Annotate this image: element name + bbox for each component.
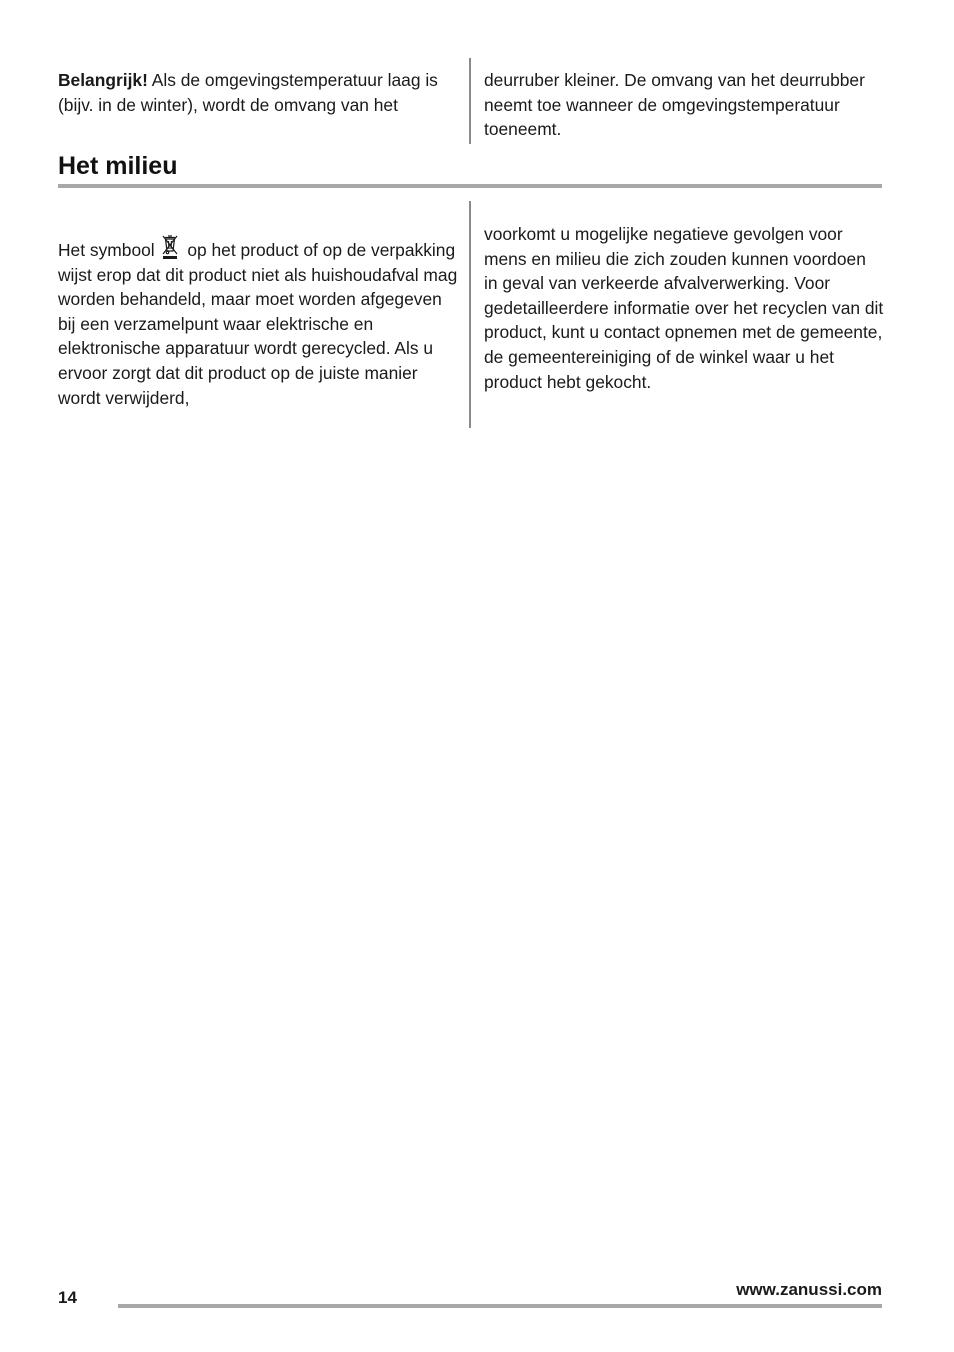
crossed-out-wheelie-bin-icon xyxy=(160,234,180,260)
page-number: 14 xyxy=(58,1288,77,1307)
section-column-1 xyxy=(58,234,458,410)
column-divider-top xyxy=(469,58,471,144)
section-paragraph-2: voorkomt u mogelijke negatieve gevolgen voor mens en milieu die zich zouden kunnen voordoen in geval van verkeerde afvalverwerking. Voor gedetailleerdere informatie over het recyclen van dit product, kunt u contact opnemen met de gemeente, de gemeentereiniging of de winkel waar u het product hebt gekocht. xyxy=(484,224,884,392)
section-column-2 xyxy=(484,222,884,394)
important-note-body-1: Als de omgevingstemperatuur laag is (bijv. in de winter), wordt de omvang van het xyxy=(58,70,438,115)
section-title: Het milieu xyxy=(58,152,178,180)
column-divider-section xyxy=(469,201,471,428)
section-paragraph-1-start: Het symbool xyxy=(58,240,160,260)
important-note-text-1 xyxy=(58,68,458,117)
important-note-column-1 xyxy=(58,68,458,117)
footer-url: www.zanussi.com xyxy=(736,1280,882,1299)
section-title-rule xyxy=(58,184,882,188)
important-label: Belangrijk! xyxy=(58,70,148,90)
footer-rule xyxy=(118,1304,882,1308)
important-note-text-2: deurruber kleiner. De omvang van het deurrubber neemt toe wanneer de omgevingstemperatuur toeneemt. xyxy=(484,70,865,140)
section-paragraph-1 xyxy=(58,234,458,410)
important-note-column-2 xyxy=(484,68,884,142)
section-paragraph-1-end: op het product of op de verpakking wijst erop dat dit product niet als huishoudafval mag worden behandeld, maar moet worden afgegeven bij een verzamelpunt waar elektrische en elektronische apparatuur wordt gerecycled. Als u ervoor zorgt dat dit product op de juiste manier wordt verwijderd, xyxy=(58,240,458,408)
